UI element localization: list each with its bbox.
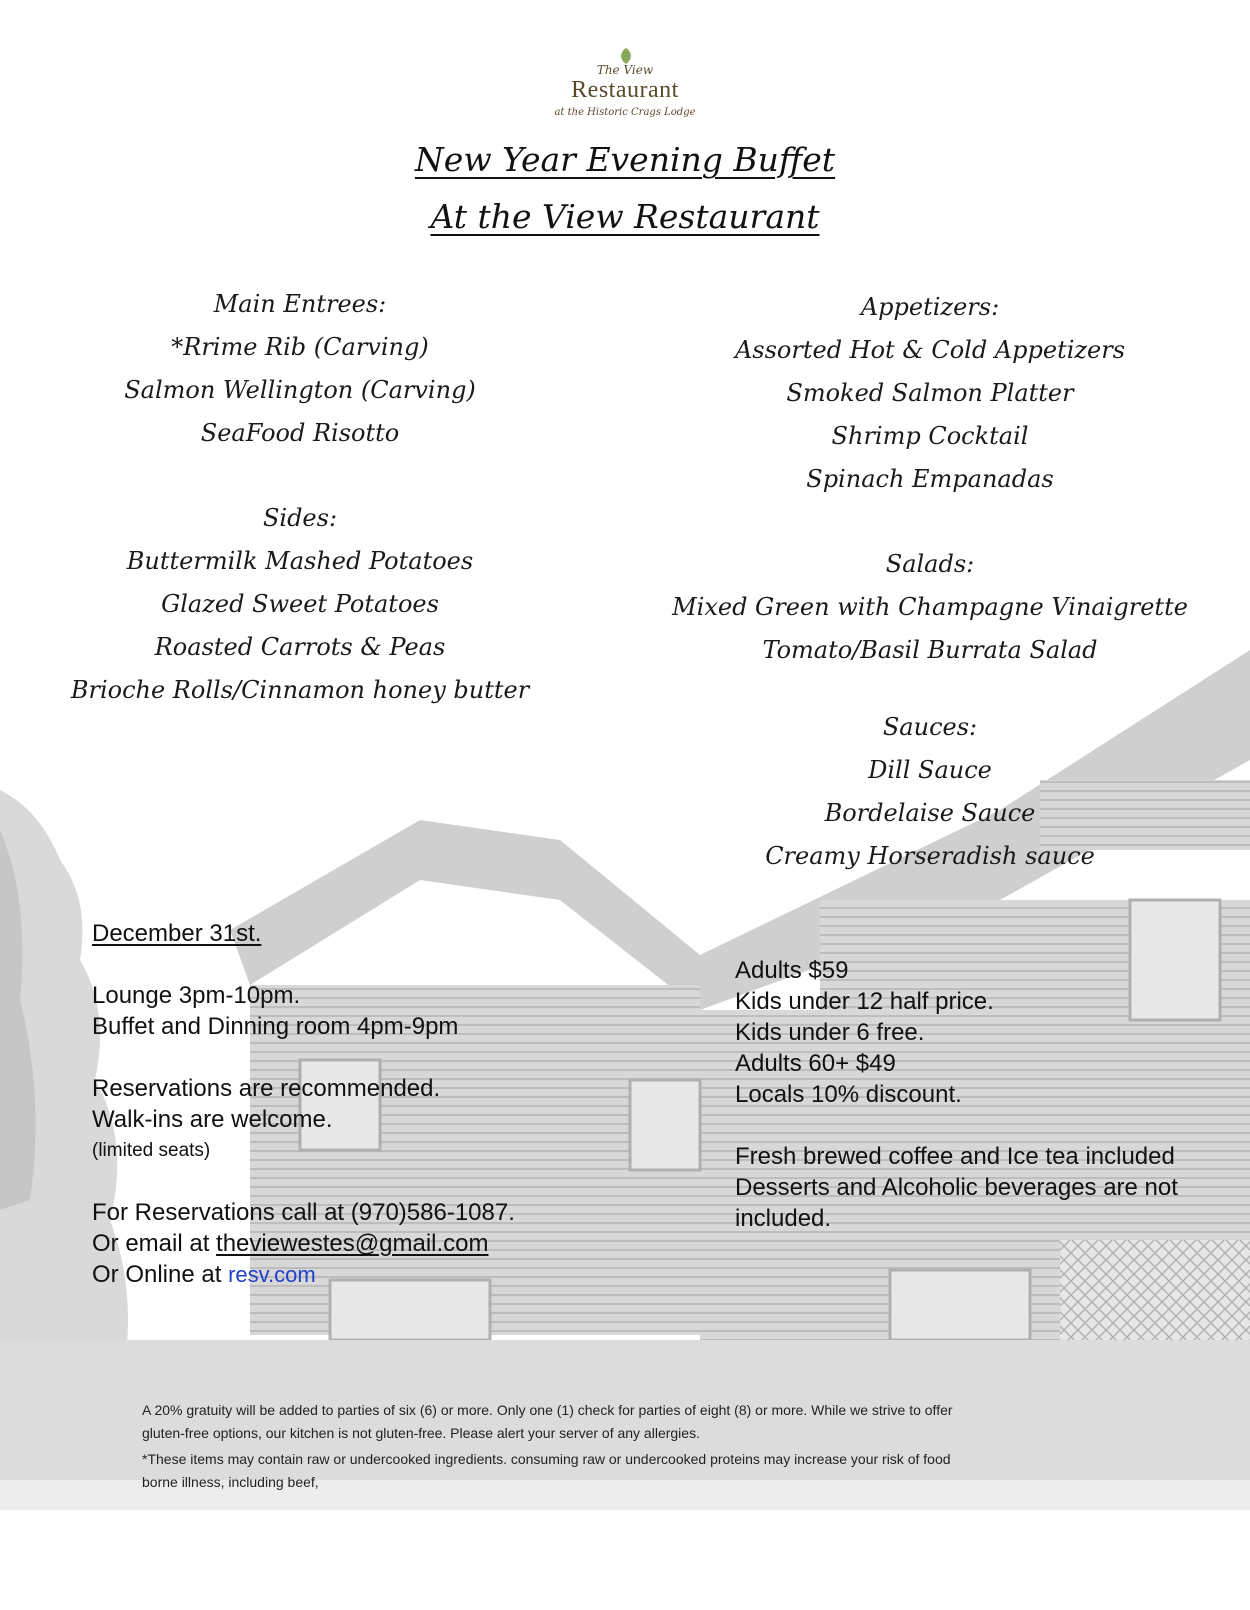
raw-food-warning: *These items may contain raw or undercooked ingredients. consuming raw or undercooked proteins may increase your risk of food (142, 1451, 951, 1467)
schedule-info (92, 918, 515, 1290)
kids-12-price: Kids under 12 half price. (735, 988, 994, 1015)
buffet-hours: Buffet and Dinning room 4pm-9pm (92, 1013, 459, 1040)
seniors-price: Adults 60+ $49 (735, 1050, 896, 1077)
logo-small-text: The View (596, 63, 654, 77)
menu-item: Bordelaise Sauce (824, 799, 1036, 827)
menu-item: SeaFood Risotto (200, 419, 400, 447)
kids-6-price: Kids under 6 free. (735, 1019, 925, 1046)
locals-discount: Locals 10% discount. (735, 1081, 962, 1108)
salads-heading: Salads: (885, 550, 975, 578)
appetizers-heading: Appetizers: (860, 293, 1000, 321)
menu-item: Smoked Salmon Platter (786, 379, 1074, 407)
menu-item: Glazed Sweet Potatoes (161, 590, 439, 618)
menu-item: Salmon Wellington (Carving) (124, 376, 476, 404)
menu-item: Creamy Horseradish sauce (765, 842, 1095, 870)
gluten-note: gluten-free options, our kitchen is not gluten-free. Please alert your server of any allergies. (142, 1425, 700, 1441)
menu-item: Brioche Rolls/Cinnamon honey butter (70, 676, 530, 704)
pricing-info (735, 955, 1178, 1234)
sauces-heading: Sauces: (882, 713, 978, 741)
online-link[interactable]: resv.com (228, 1262, 316, 1287)
coffee-note: Fresh brewed coffee and Ice tea included (735, 1143, 1175, 1170)
menu-item: Spinach Empanadas (806, 465, 1054, 493)
menu-item: Tomato/Basil Burrata Salad (762, 636, 1098, 664)
online-prefix: Or Online at (92, 1261, 229, 1288)
email-line (92, 1228, 515, 1259)
adults-price: Adults $59 (735, 957, 849, 984)
desserts-note-cont: included. (735, 1205, 832, 1232)
main-entrees-heading: Main Entrees: (213, 290, 387, 318)
menu-item: Shrimp Cocktail (831, 422, 1029, 450)
event-date: December 31st. (92, 920, 262, 947)
menu-item: Dill Sauce (868, 756, 992, 784)
logo-sub-text: at the Historic Crags Lodge (554, 107, 696, 118)
sides-heading: Sides: (262, 504, 338, 532)
phone-reservation: For Reservations call at (970)586-1087. (92, 1199, 515, 1226)
walk-ins-note: Walk-ins are welcome. (92, 1106, 333, 1133)
raw-food-warning-cont: borne illness, including beef, (142, 1474, 319, 1490)
logo-main-text: Restaurant (571, 77, 679, 103)
email-prefix: Or email at (92, 1230, 217, 1257)
email-link[interactable]: theviewestes@gmail.com (216, 1230, 489, 1257)
desserts-note: Desserts and Alcoholic beverages are not (735, 1174, 1178, 1201)
menu-item: Assorted Hot & Cold Appetizers (734, 336, 1126, 364)
page-subtitle: At the View Restaurant (430, 197, 820, 236)
reservations-note: Reservations are recommended. (92, 1075, 441, 1102)
footer-notes (142, 1399, 1122, 1494)
menu-item: Mixed Green with Champagne Vinaigrette (672, 593, 1188, 621)
menu-item: Roasted Carrots & Peas (154, 633, 446, 661)
gratuity-note: A 20% gratuity will be added to parties of six (6) or more. Only one (1) check for parties of eight (8) or more. While we strive to offer (142, 1402, 953, 1418)
menu-item: Buttermilk Mashed Potatoes (126, 547, 474, 575)
page-title: New Year Evening Buffet (414, 140, 836, 179)
restaurant-logo (525, 45, 725, 125)
menu-item: *Rrime Rib (Carving) (171, 333, 429, 361)
limited-seats-note: (limited seats) (92, 1140, 211, 1161)
lounge-hours: Lounge 3pm-10pm. (92, 982, 301, 1009)
online-line (92, 1259, 515, 1290)
